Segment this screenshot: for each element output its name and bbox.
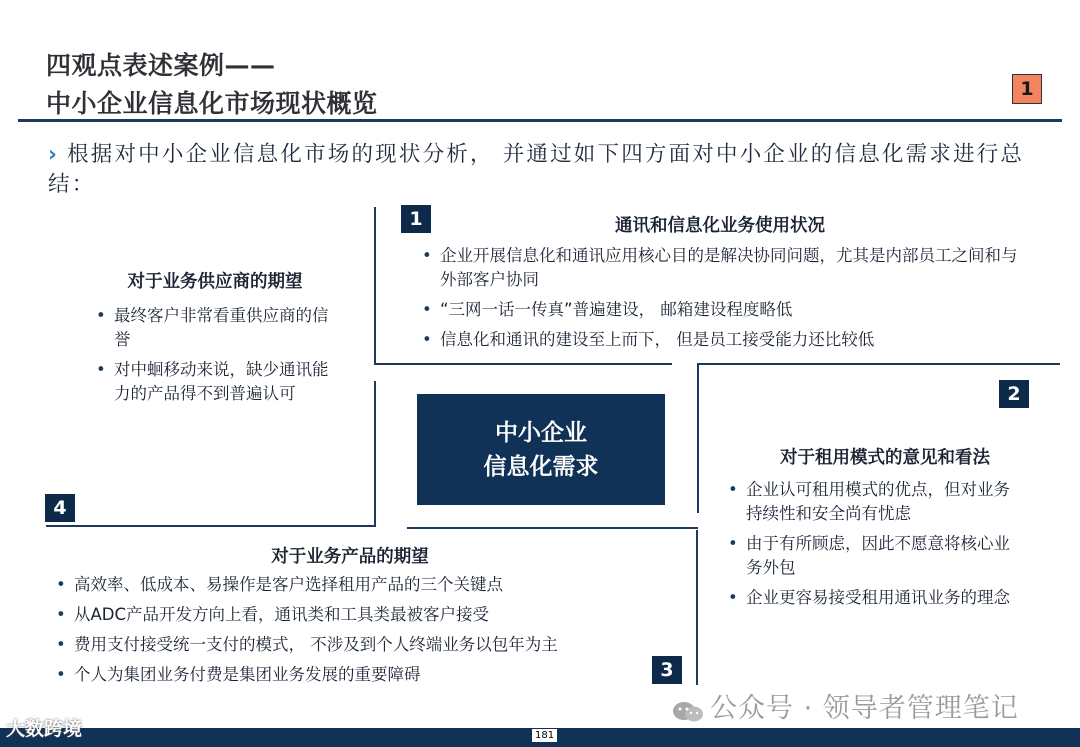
page-title-line2: 中小企业信息化市场现状概览: [46, 89, 378, 118]
list-item: • 由于有所顾虑，因此不愿意将核心业务外包: [724, 532, 1024, 580]
list-item: • 对中蛔移动来说，缺少通讯能力的产品得不到普遍认可: [92, 358, 342, 406]
quadrant-2-title: 对于租用模式的意见和看法: [780, 448, 990, 468]
quadrant-4-title: 对于业务供应商的期望: [127, 272, 303, 292]
quadrant-2-number: 2: [999, 380, 1029, 408]
footer-page-number: 181: [532, 729, 557, 742]
list-item: • 最终客户非常看重供应商的信誉: [92, 304, 342, 352]
intro-bullet-icon: ›: [48, 142, 60, 167]
list-item: • 从ADC产品开发方向上看，通讯类和工具类最被客户接受: [52, 603, 672, 627]
divider-q1-bottom: [374, 363, 672, 365]
list-item: • 费用支付接受统一支付的模式， 不涉及到个人终端业务以包年为主: [52, 633, 672, 657]
divider-q1-left: [374, 207, 376, 365]
watermark-wechat-account: [672, 686, 1019, 725]
divider-q2-top: [698, 363, 1060, 365]
divider-q2-left: [697, 363, 699, 513]
quadrant-3-title: 对于业务产品的期望: [271, 547, 429, 567]
list-item: • 企业认可租用模式的优点，但对业务持续性和安全尚有忧虑: [724, 478, 1024, 526]
quadrant-3-number: 3: [652, 656, 682, 684]
quadrant-2-list: [724, 478, 1024, 616]
intro-text: 根据对中小企业信息化市场的现状分析， 并通过如下四方面对中小企业的信息化需求进行总结：: [48, 142, 1025, 197]
watermark-right-text: 公众号 · 领导者管理笔记: [710, 693, 1019, 724]
quadrant-3-list: [52, 573, 672, 693]
header-divider: [18, 119, 1062, 122]
list-item: • 个人为集团业务付费是集团业务发展的重要障碍: [52, 663, 672, 687]
center-line-2: 信息化需求: [483, 453, 599, 480]
divider-q4-right: [374, 381, 376, 527]
divider-q3-right: [696, 530, 698, 685]
quadrant-1-title: 通讯和信息化业务使用状况: [615, 216, 825, 236]
list-item: • 信息化和通讯的建设至上而下， 但是员工接受能力还比较低: [418, 328, 1018, 352]
page-badge: 1: [1012, 74, 1042, 104]
divider-q4-bottom: [46, 525, 376, 527]
list-item: • 企业更容易接受租用通讯业务的理念: [724, 586, 1024, 610]
center-focus-box: [417, 394, 665, 505]
list-item: • 企业开展信息化和通讯应用核心目的是解决协同问题，尤其是内部员工之间和与外部客户协同: [418, 244, 1018, 292]
list-item: • 高效率、低成本、易操作是客户选择租用产品的三个关键点: [52, 573, 672, 597]
quadrant-1-number: 1: [401, 205, 431, 233]
quadrant-1-list: [418, 244, 1018, 358]
list-item: • “三网一话一传真”普遍建设， 邮箱建设程度略低: [418, 298, 1018, 322]
center-line-1: 中小企业: [495, 419, 587, 446]
page-title-line1: 四观点表述案例——: [46, 51, 276, 80]
watermark-left: 大数跨境: [6, 718, 83, 740]
wechat-icon: [672, 699, 704, 721]
divider-q3-top: [407, 527, 698, 529]
quadrant-4-list: [92, 304, 342, 412]
intro-paragraph: [48, 140, 1038, 200]
quadrant-4-number: 4: [45, 494, 75, 522]
